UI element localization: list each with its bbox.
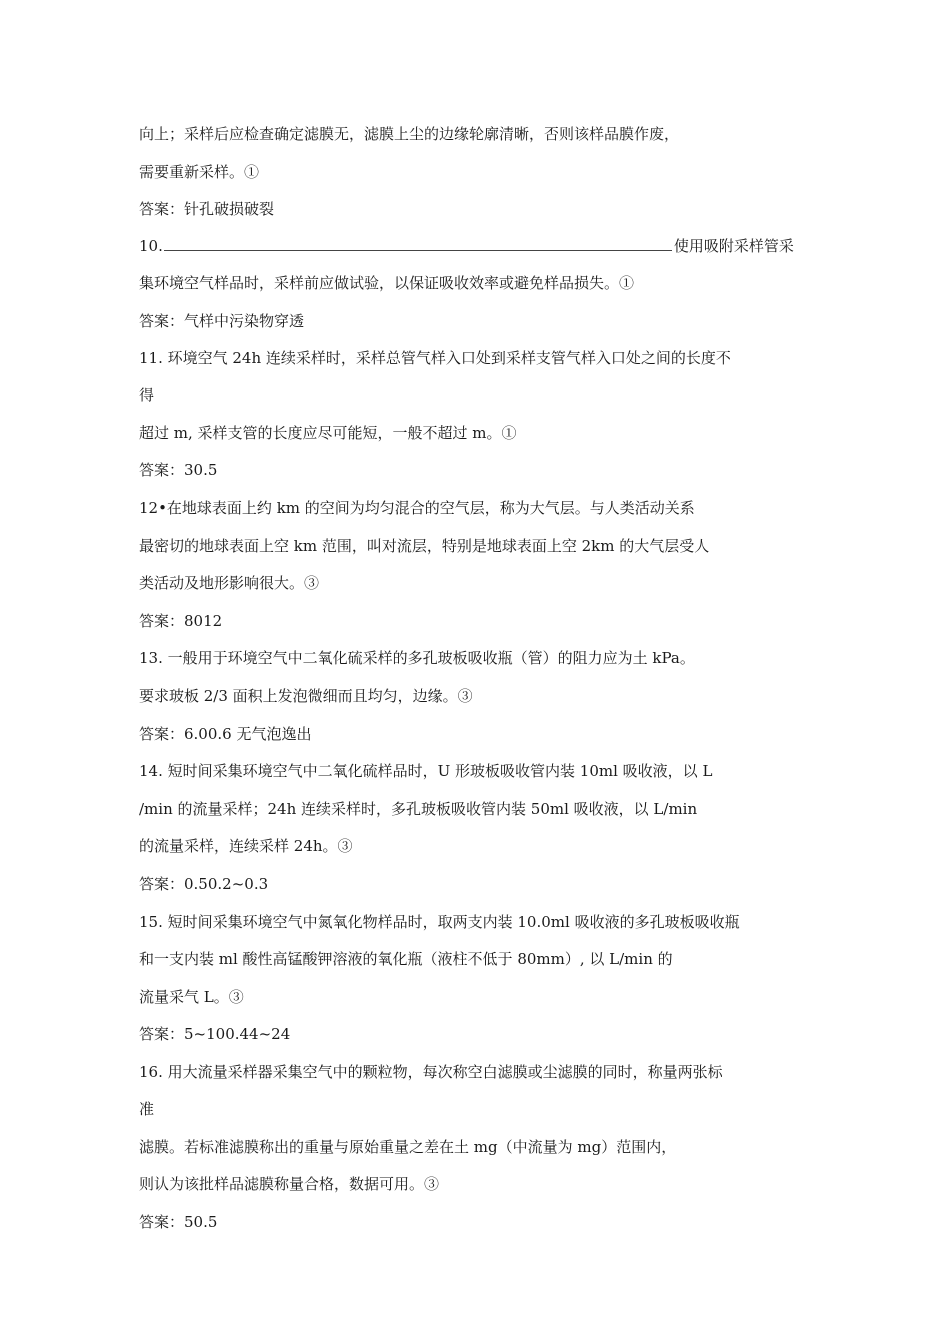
answer-line: 答案：5~100.44~24 [139,1025,291,1043]
text-line: 最密切的地球表面上空 km 范围，叫对流层，特别是地球表面上空 2km 的大气层受人 [139,537,710,555]
answer-line: 答案：30.5 [139,461,218,479]
text-line: 要求玻板 2/3 面积上发泡微细而且均匀，边缘。③ [139,687,473,705]
text-line: 13. 一般用于环境空气中二氧化硫采样的多孔玻板吸收瓶（管）的阻力应为土 kPa。 [139,649,695,667]
question-10-line [139,236,794,256]
text-line: 向上；采样后应检查确定滤膜无，滤膜上尘的边缘轮廓清晰，否则该样品膜作废， [139,125,680,143]
question-number: 10. [139,237,163,255]
fill-in-blank [164,236,672,251]
text-line: 和一支内装 ml 酸性高锰酸钾溶液的氧化瓶（液柱不低于 80mm）, 以 L/min 的 [139,950,673,968]
text-line: 16. 用大流量采样器采集空气中的颗粒物，每次称空白滤膜或尘滤膜的同时，称量两张标 [139,1063,723,1081]
answer-line: 答案：50.5 [139,1213,218,1231]
answer-line: 答案：6.00.6 无气泡逸出 [139,725,312,743]
text-line: 则认为该批样品滤膜称量合格，数据可用。③ [139,1175,440,1193]
text-line: 11. 环境空气 24h 连续采样时，采样总管气样入口处到采样支管气样入口处之间的长度不 [139,349,731,367]
text-line: 准 [139,1100,155,1118]
text-line: 12•在地球表面上约 km 的空间为均匀混合的空气层，称为大气层。与人类活动关系 [139,499,695,517]
text-line: 需要重新采样。① [139,163,260,181]
question-text: 使用吸附采样管采 [673,237,794,255]
answer-line: 答案：0.50.2~0.3 [139,875,269,893]
answer-line: 答案：针孔破损破裂 [139,200,275,218]
answer-line: 答案：气样中污染物穿透 [139,312,305,330]
text-line: 类活动及地形影响很大。③ [139,574,320,592]
answer-line: 答案：8012 [139,612,223,630]
text-line: 的流量采样，连续采样 24h。③ [139,837,353,855]
text-line: 15. 短时间采集环境空气中氮氧化物样品时，取两支内装 10.0ml 吸收液的多孔玻板吸收瓶 [139,913,740,931]
text-line: 14. 短时间采集环境空气中二氧化硫样品时，U 形玻板吸收管内装 10ml 吸收液，以 L [139,762,713,780]
text-line: 流量采气 L。③ [139,988,244,1006]
text-line: 滤膜。若标准滤膜称出的重量与原始重量之差在土 mg（中流量为 mg）范围内， [139,1138,677,1156]
text-line: 超过 m, 采样支管的长度应尽可能短，一般不超过 m。① [139,424,517,442]
text-line: 集环境空气样品时，采样前应做试验，以保证吸收效率或避免样品损失。① [139,274,635,292]
text-line: 得 [139,386,155,404]
text-line: /min 的流量采样；24h 连续采样时，多孔玻板吸收管内装 50ml 吸收液，以 L/min [139,800,698,818]
